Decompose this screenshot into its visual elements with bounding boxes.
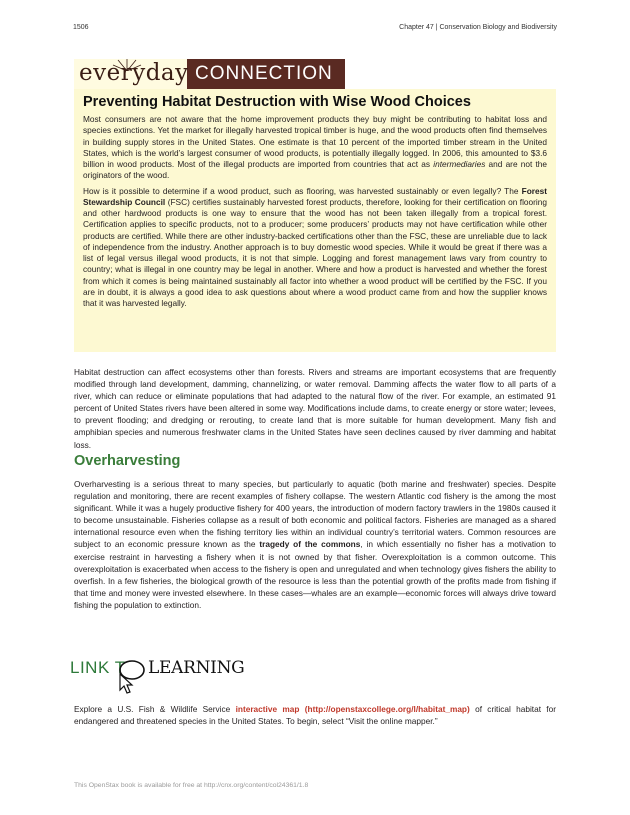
everyday-box: [74, 59, 187, 89]
link-word: LINK T: [70, 658, 126, 677]
feature-p1-text: Most consumers are not aware that the home improvement products they buy might be contributing to habitat loss and species extinctions. Yet the market for illegally harvested tropical timber is huge, and the wood products often find themselves in building supply stores in the United States. One estimate is that 10 percent of the imported timber stream in the United States, which is the world’s largest consumer of wood products, is potentially illegally logged. In 2006, this amounted to $3.6 billion in wood products. Most of the illegal products are imported from countries that act as: [83, 114, 547, 169]
feature-p2-text: How is it possible to determine if a wood product, such as flooring, was harvested sustainably or even legally? The: [83, 185, 522, 196]
fsc-term: Forest Stewardship Council: [83, 185, 547, 207]
intermediaries-term: intermediaries: [433, 159, 486, 169]
chapter-title: Chapter 47 | Conservation Biology and Biodiversity: [399, 24, 557, 31]
feature-paragraph-2: [83, 186, 547, 310]
ltl-text-a: Explore a U.S. Fish & Wildlife Service: [74, 704, 236, 714]
ltl-text-b: of critical habitat for endangered and threatened species in the United States. To begin, select “Visit the online mapper.”: [74, 704, 556, 727]
page-footer: This OpenStax book is available for free at http://cnx.org/content/col24361/1.8: [74, 782, 309, 789]
feature-p1-tail: and are not the originators of the wood.: [83, 159, 547, 181]
everyday-connection-banner: [74, 59, 345, 89]
overharvesting-paragraph: [74, 478, 556, 611]
habitat-paragraph: Habitat destruction can affect ecosystems other than forests. Rivers and streams are important ecosystems that are frequently modified through land development, damming, channelizing, or water removal. Damming affects the water flow to all parts of a river, which can reduce or eliminate populations that had adapted to the natural flow of the river. For example, an estimated 91 percent of United States rivers have been altered in some way. Modifications include dams, to create energy or store water; levees, to prevent flooding; and dredging or rerouting, to create land that is more suitable for human development. Many fish and amphibian species and numerous freshwater clams in the United States have seen declines caused by river damming and habitat loss.: [74, 367, 556, 450]
section-title-overharvesting: Overharvesting: [74, 453, 181, 469]
link-to-learning-logo: [70, 652, 245, 694]
everyday-label: everyday: [79, 60, 189, 86]
page-number: 1506: [73, 24, 89, 31]
mouse-cursor-icon: [110, 654, 150, 694]
learning-word: LEARNING: [148, 658, 245, 678]
tragedy-of-commons-term: tragedy of the commons: [259, 539, 361, 550]
feature-paragraph-1: [83, 114, 547, 182]
overharvesting-text: Overharvesting is a serious threat to many species, but particularly to aquatic (both marine and freshwater) species. Despite regulation and monitoring, there are recent examples of fishery collapse. The western Atlantic cod fishery is the among the most significant. While it was a hugely productive fishery for 400 years, the introduction of modern factory trawlers in the 1980s caused it to become unsustainable. Fisheries collapse as a result of both economic and political factors. Fisheries are managed as a shared international resource even when the fishing territory lies within an individual country’s territorial waters. Common resources are subject to an economic pressure known as the: [74, 479, 556, 550]
feature-title: Preventing Habitat Destruction with Wise Wood Choices: [83, 94, 471, 110]
overharvesting-tail: , in which essentially no fisher has a motivation to exercise restraint in harvesting a fishery when it is not owned by that fisher. Overexploitation is a common outcome. This overexploitation is exacerbated when access to the fishery is open and unregulated and when technology gives fishers the ability to overfish. In a few fisheries, the biological growth of the resource is less than the potential growth of the profits made from fishing if that time and money were invested elsewhere. In these cases—whales are an example—economic forces will always drive toward fishing the population to extinction.: [74, 539, 556, 610]
feature-p2-tail: (FSC) certifies sustainably harvested forest products, therefore, looking for their certification on flooring and other hardwood products is one way to ensure that the wood has not been taken illegally from a tropical forest. Certification applies to specific products, not to a producer; some producers’ products may not have certification while other products are certified. While there are other industry-backed certifications other than the FSC, these are unreliable due to lack of independence from the industry. Another approach is to buy domestic wood species. While it would be great if there was a list of legal versus illegal wood products, it is not that simple. Logging and forest management laws vary from country to country; what is illegal in one country may be legal in another. Where and how a product is harvested and whether the forest from which it comes is being maintained sustainably all factor into whether a wood product will be certified by the FSC. If you are in doubt, it is always a good idea to ask questions about where a wood product came from and how the supplier knows that it was harvested legally.: [83, 196, 547, 308]
interactive-map-link[interactable]: interactive map (http://openstaxcollege.org/l/habitat_map): [235, 704, 470, 714]
feature-box: [74, 89, 556, 352]
connection-label: CONNECTION: [195, 63, 333, 84]
link-to-learning-text: [74, 703, 556, 727]
page-header: [73, 24, 557, 36]
